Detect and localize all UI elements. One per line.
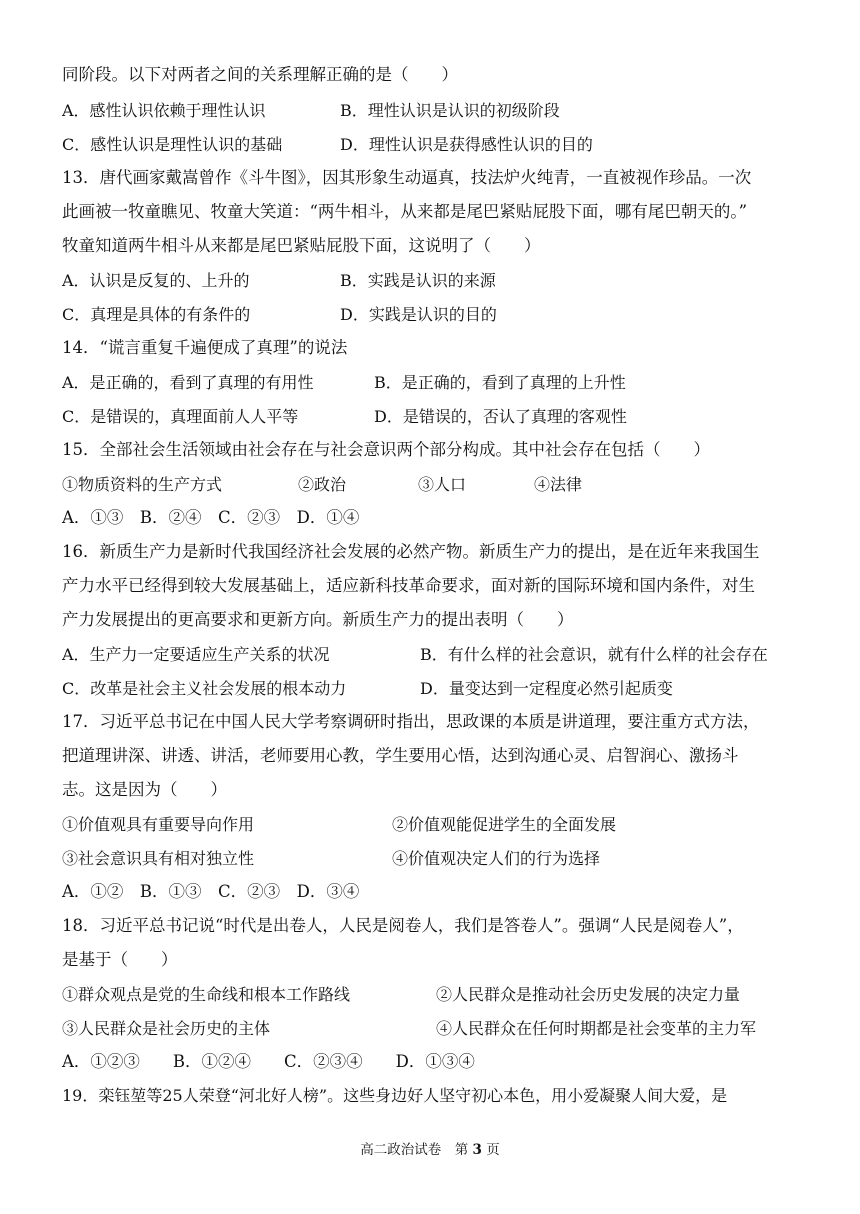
- q14-option-c: C．是错误的，真理面前人人平等: [62, 407, 299, 426]
- q18-item-4: ④人民群众在任何时期都是社会变革的主力军: [436, 1019, 757, 1038]
- q12-option-a: A．感性认识依赖于理性认识: [62, 101, 266, 120]
- q13-option-b: B．实践是认识的来源: [340, 271, 496, 290]
- question-16-stem-line-3: 产力发展提出的更高要求和更新方向。新质生产力的提出表明（ ）: [62, 610, 574, 629]
- q17-item-1: ①价值观具有重要导向作用: [62, 815, 255, 834]
- q15-item-2: ②政治: [298, 475, 347, 494]
- q15-item-3: ③人口: [418, 475, 467, 494]
- q18-item-2: ②人民群众是推动社会历史发展的决定力量: [436, 985, 741, 1004]
- question-16-stem-line-1: 16．新质生产力是新时代我国经济社会发展的必然产物。新质生产力的提出，是在近年来我国生: [62, 542, 760, 561]
- q14-option-b: B．是正确的，看到了真理的上升性: [374, 373, 626, 392]
- q13-option-a: A．认识是反复的、上升的: [62, 271, 250, 290]
- q16-option-d: D．量变达到一定程度必然引起质变: [420, 679, 673, 698]
- page-footer: [0, 1140, 860, 1160]
- q15-item-4: ④法律: [534, 475, 583, 494]
- q14-option-a: A．是正确的，看到了真理的有用性: [62, 373, 314, 392]
- q18-item-1: ①群众观点是党的生命线和根本工作路线: [62, 985, 351, 1004]
- question-17-stem-line-3: 志。这是因为（ ）: [62, 780, 227, 799]
- question-15-stem: 15．全部社会生活领域由社会存在与社会意识两个部分构成。其中社会存在包括（ ）: [62, 440, 710, 459]
- q17-choices: A．①② B．①③ C．②③ D．③④: [62, 882, 360, 901]
- question-13-stem-line-3: 牧童知道两牛相斗从来都是尾巴紧贴屁股下面，这说明了（ ）: [62, 236, 541, 255]
- q18-choices: A．①②③ B．①②④ C．②③④ D．①③④: [62, 1052, 475, 1071]
- q15-choices: A．①③ B．②④ C．②③ D．①④: [62, 508, 360, 527]
- q12-option-d: D．理性认识是获得感性认识的目的: [340, 135, 593, 154]
- q17-item-2: ②价值观能促进学生的全面发展: [392, 815, 617, 834]
- q12-option-c: C．感性认识是理性认识的基础: [62, 135, 283, 154]
- question-19-stem-line-1: 19．栾钰堃等25人荣登“河北好人榜”。这些身边好人坚守初心本色，用小爱凝聚人间大爱，是: [62, 1086, 728, 1105]
- q18-item-3: ③人民群众是社会历史的主体: [62, 1019, 271, 1038]
- question-14-stem: 14．“谎言重复千遍便成了真理”的说法: [62, 338, 348, 357]
- footer-prefix: 高二政治试卷 第: [360, 1142, 469, 1158]
- question-12-stem-end: 同阶段。以下对两者之间的关系理解正确的是（ ）: [62, 65, 458, 84]
- question-13-stem-line-1: 13．唐代画家戴嵩曾作《斗牛图》，因其形象生动逼真，技法炉火纯青，一直被视作珍品。一次: [62, 168, 752, 187]
- q17-item-3: ③社会意识具有相对独立性: [62, 849, 255, 868]
- question-17-stem-line-2: 把道理讲深、讲透、讲活，老师要用心教，学生要用心悟，达到沟通心灵、启智润心、激扬斗: [62, 746, 739, 765]
- question-16-stem-line-2: 产力水平已经得到较大发展基础上，适应新科技革命要求，面对新的国际环境和国内条件，对生: [62, 576, 755, 595]
- footer-suffix: 页: [486, 1142, 500, 1158]
- q16-option-b: B．有什么样的社会意识，就有什么样的社会存在: [420, 645, 768, 664]
- q13-option-d: D．实践是认识的目的: [340, 305, 497, 324]
- page-number: 3: [472, 1142, 482, 1158]
- q13-option-c: C．真理是具体的有条件的: [62, 305, 251, 324]
- question-13-stem-line-2: 此画被一牧童瞧见、牧童大笑道：“两牛相斗，从来都是尾巴紧贴屁股下面，哪有尾巴朝天的。”: [62, 202, 748, 221]
- q15-item-1: ①物质资料的生产方式: [62, 475, 223, 494]
- question-17-stem-line-1: 17．习近平总书记在中国人民大学考察调研时指出，思政课的本质是讲道理，要注重方式方法，: [62, 712, 760, 731]
- q17-item-4: ④价值观决定人们的行为选择: [392, 849, 601, 868]
- q12-option-b: B．理性认识是认识的初级阶段: [340, 101, 560, 120]
- q14-option-d: D．是错误的，否认了真理的客观性: [374, 407, 627, 426]
- q16-option-a: A．生产力一定要适应生产关系的状况: [62, 645, 330, 664]
- question-18-stem-line-1: 18．习近平总书记说“时代是出卷人，人民是阅卷人，我们是答卷人”。强调“人民是阅卷人”，: [62, 916, 744, 935]
- q16-option-c: C．改革是社会主义社会发展的根本动力: [62, 679, 347, 698]
- question-18-stem-line-2: 是基于（ ）: [62, 950, 178, 969]
